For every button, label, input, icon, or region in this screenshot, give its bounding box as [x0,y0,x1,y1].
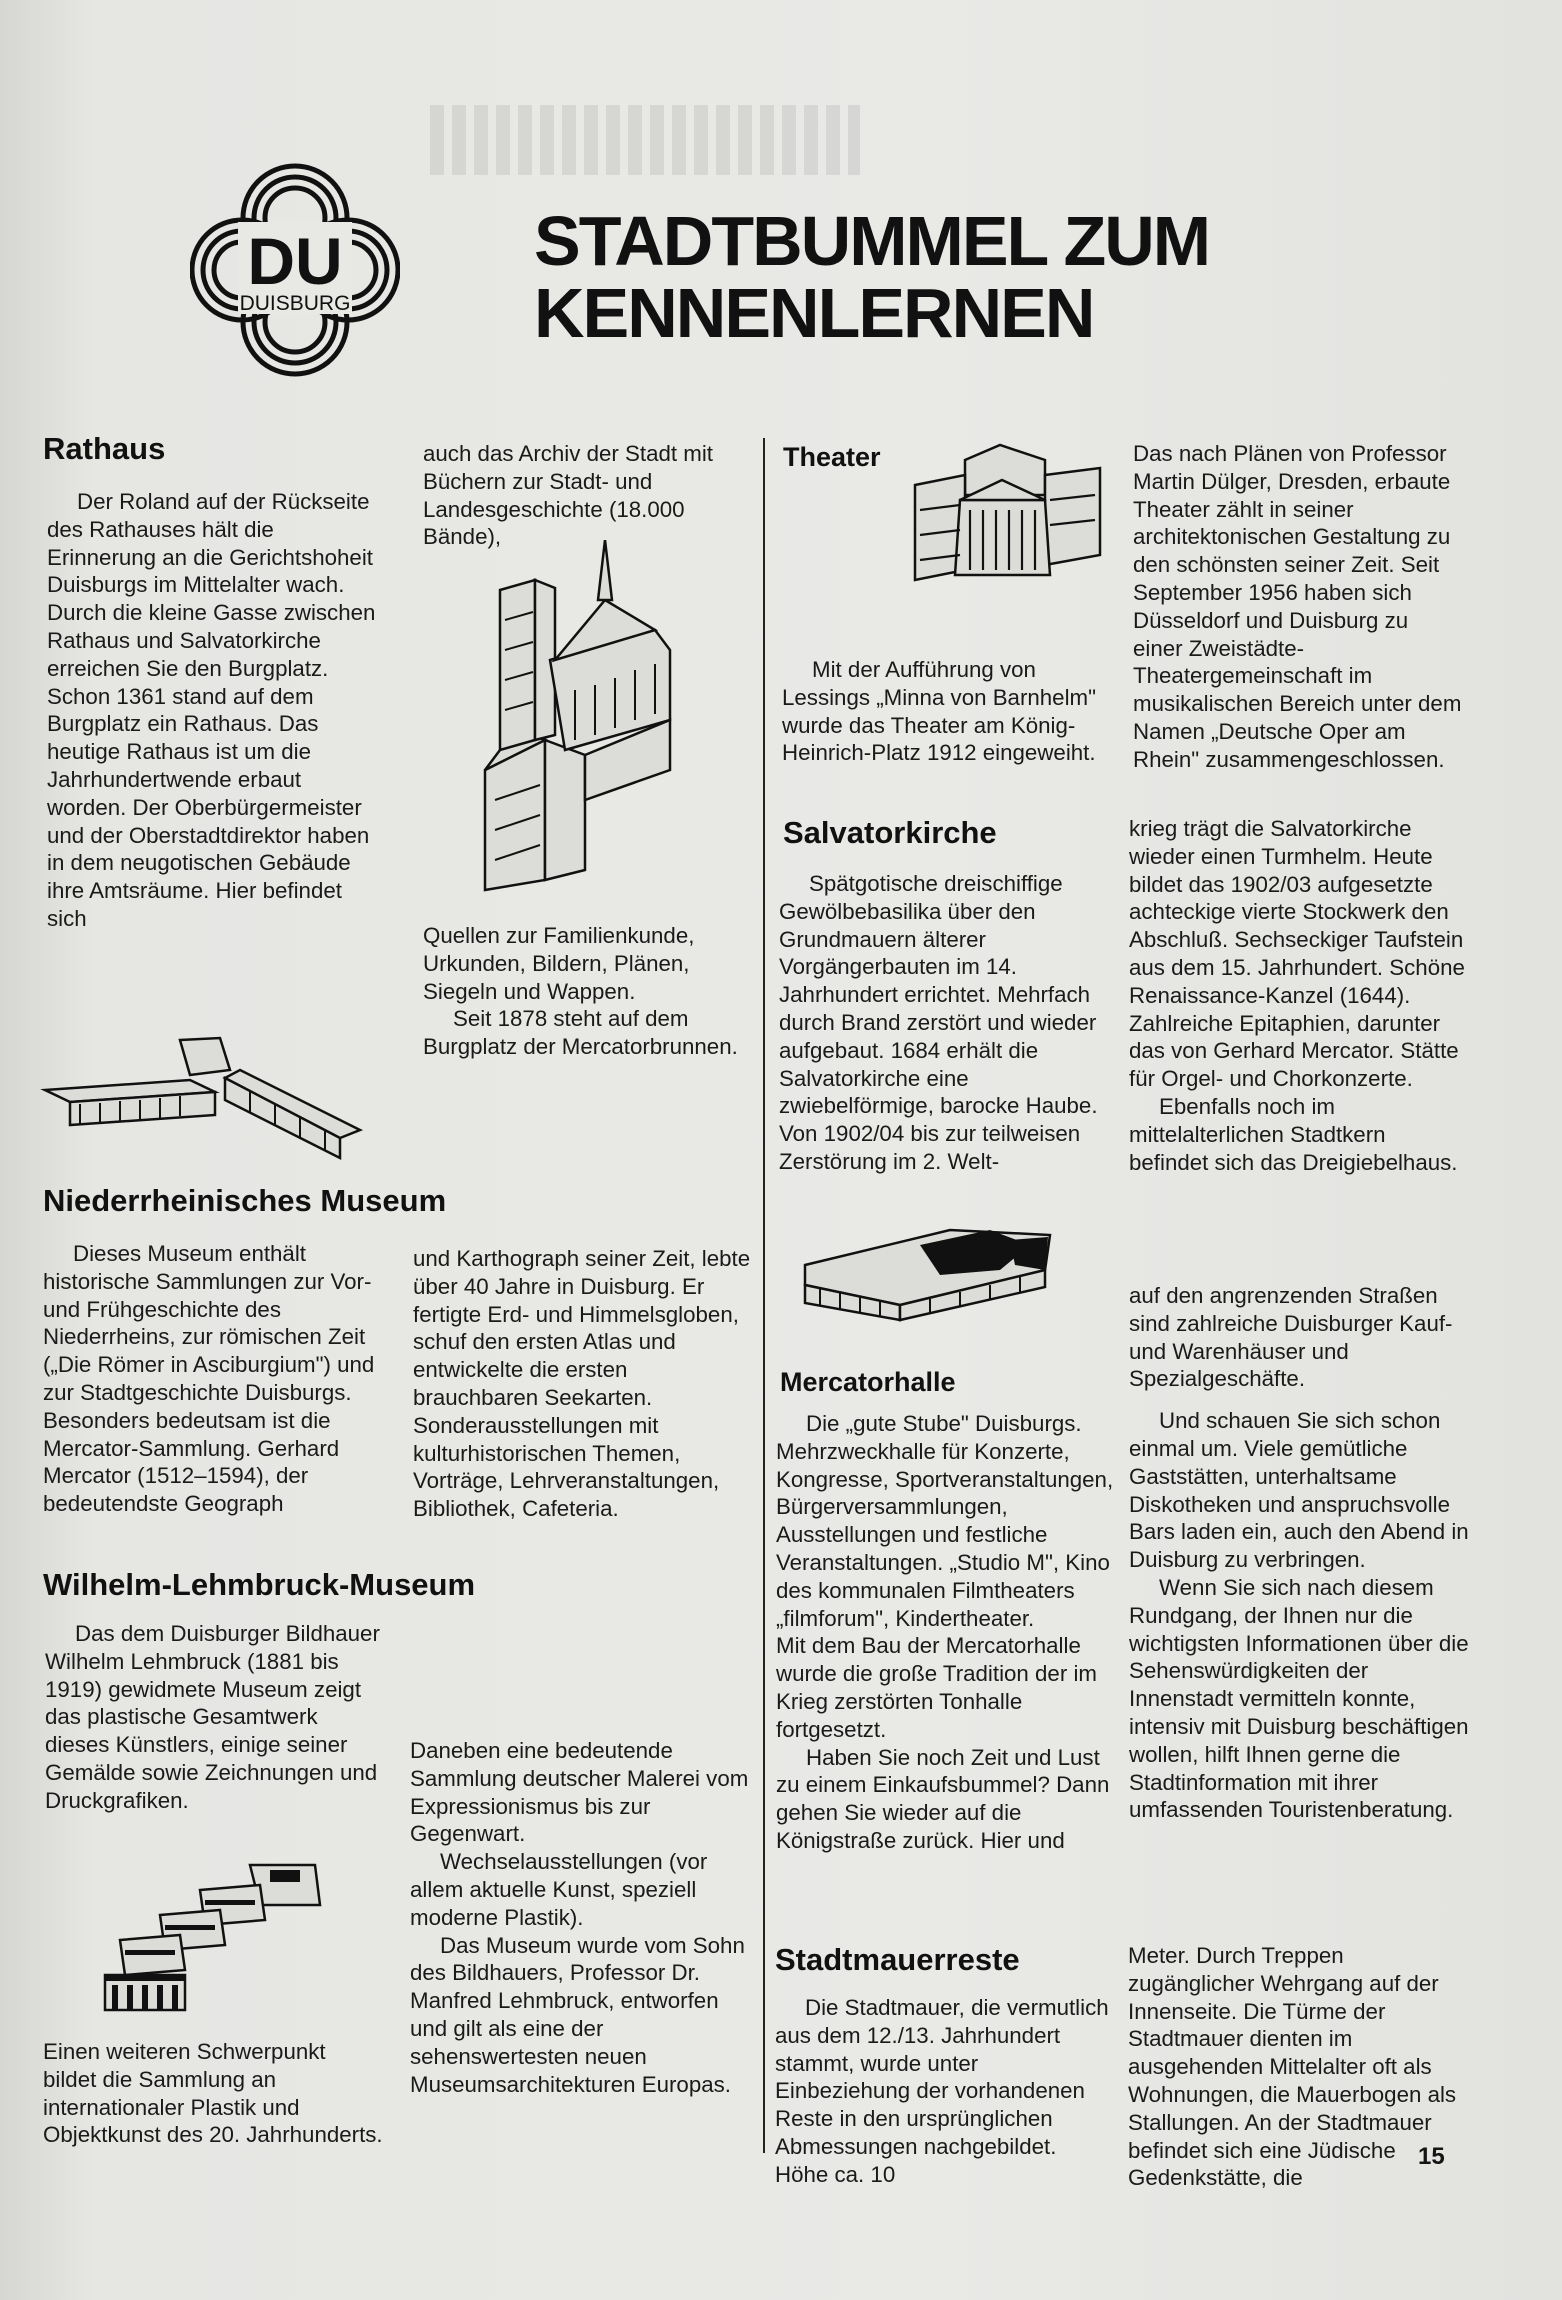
mercatorhalle-paragraph-6: Wenn Sie sich nach diesem Rundgang, der Ihnen nur die wichtigsten Informationen über die Sehenswürdigkeiten der Innenstadt vermitteln konnte, intensiv mit Duisburg beschäftigen wollen, hilft Ihnen gerne die Stadtinformation mit ihrer umfassenden Touristenberatung. [1129,1574,1469,1823]
rathaus-text-col2a [423,440,753,551]
rathaus-text-col1 [47,488,382,933]
rathaus-paragraph-2: auch das Archiv der Stadt mit Büchern zur Stadt- und Landesgeschichte (18.000 Bände), [423,441,714,550]
salvator-text-col2 [1129,815,1469,1176]
theater-paragraph-2: Das nach Plänen von Professor Martin Dülger, Dresden, erbaute Theater zählt in seiner architektonischen Gestaltung zu den schönsten seiner Zeit. Seit September 1956 haben sich Düsseldorf und Duisburg zu einer Zweistädte-Theatergemeinschaft im musikalischen Bereich unter dem Namen „Deutsche Oper am Rhein" zusammengeschlossen. [1133,441,1462,772]
rathaus-paragraph-4: Seit 1878 steht auf dem Burgplatz der Mercatorbrunnen. [423,1006,738,1060]
title-line-1: STADTBUMMEL ZUM [534,202,1210,280]
rathaus-paragraph-3: Quellen zur Familienkunde, Urkunden, Bildern, Plänen, Siegeln und Wappen. [423,923,695,1004]
bleed-through-text [430,105,860,175]
stadtmauer-paragraph-2: Meter. Durch Treppen zugänglicher Wehrgang auf der Innenseite. Die Türme der Stadtmauer dienten im ausgehenden Mittelalter oft als Wohnungen, die Mauerbogen als Stallungen. An der Stadtmauer befindet sich eine Jüdische Gedenkstätte, die [1128,1943,1457,2191]
duisburg-logo [190,160,400,380]
mercatorhalle-paragraph-2: Mit dem Bau der Mercatorhalle wurde die große Tradition der im Krieg zerstörten Tonhalle fortgesetzt. [776,1633,1097,1742]
museum-text-col2 [413,1245,758,1523]
stadtmauer-text-col1 [775,1994,1115,2189]
lehmbruck-paragraph-1: Das dem Duisburger Bildhauer Wilhelm Lehmbruck (1881 bis 1919) gewidmete Museum zeigt das plastische Gesamtwerk dieses Künstlers, einige seiner Gemälde sowie Zeichnungen und Druckgrafiken. [45,1621,380,1813]
lehmbruck-paragraph-4: Wechselausstellungen (vor allem aktuelle Kunst, speziell moderne Plastik). [410,1849,708,1930]
mercatorhalle-illustration [800,1215,1060,1325]
lehmbruck-text-col1b [43,2038,383,2149]
lehmbruck-paragraph-3: Daneben eine bedeutende Sammlung deutscher Malerei vom Expressionismus bis zur Gegenwart. [410,1738,749,1847]
heading-niederrheinisches-museum: Niederrheinisches Museum [43,1183,447,1218]
mercatorhalle-paragraph-5: Und schauen Sie sich schon einmal um. Viele gemütliche Gaststätten, unterhaltsame Diskotheken und anspruchsvolle Bars laden ein, auch den Abend in Duisburg zu verbringen. [1129,1408,1469,1573]
church-illustration [455,540,705,900]
rathaus-paragraph-1: Der Roland auf der Rückseite des Rathauses hält die Erinnerung an die Gerichtshoheit Duisburgs im Mittelalter wach. Durch die kleine Gasse zwischen Rathaus und Salvatorkirche erreichen Sie den Burgplatz. Schon 1361 stand auf dem Burgplatz ein Rathaus. Das heutige Rathaus ist um die Jahrhundertwende erbaut worden. Der Oberbürgermeister und der Oberstadtdirektor haben in dem neugotischen Gebäude ihre Amtsräume. Hier befindet sich [47,489,376,931]
page-number: 15 [1418,2143,1445,2170]
heading-salvatorkirche: Salvatorkirche [783,815,997,850]
page-title [534,202,1210,352]
lehmbruck-museum-illustration [100,1860,330,2020]
salvator-paragraph-3: Ebenfalls noch im mittelalterlichen Stadtkern befindet sich das Dreigiebelhaus. [1129,1093,1458,1175]
stadtmauer-paragraph-1: Die Stadtmauer, die vermutlich aus dem 12./13. Jahrhundert stammt, wurde unter Einbeziehung der vorhandenen Reste in den ursprünglichen Abmessungen nachgebildet. Höhe ca. 10 [775,1995,1109,2187]
stadtmauer-text-col2 [1128,1942,1468,2192]
museum-text-col1 [43,1240,383,1518]
museum-paragraph-1: Dieses Museum enthält historische Sammlungen zur Vor- und Frühgeschichte des Niederrheins, zur römischen Zeit („Die Römer in Asciburgium") und zur Stadtgeschichte Duisburgs. Besonders bedeutsam ist die Mercator-Sammlung. Gerhard Mercator (1512–1594), der bedeutendste Geograph [43,1241,375,1517]
mercatorhalle-paragraph-4: auf den angrenzenden Straßen sind zahlreiche Duisburger Kauf- und Warenhäuser und Spezialgeschäfte. [1129,1283,1453,1392]
salvator-text-col1 [779,870,1114,1176]
logo-letters: DU [247,224,343,298]
heading-stadtmauerreste: Stadtmauerreste [775,1942,1020,1977]
theater-text-col2 [1133,440,1463,774]
salvator-paragraph-1: Spätgotische dreischiffige Gewölbebasilika über den Grundmauern älterer Vorgängerbauten im 14. Jahrhundert errichtet. Mehrfach durch Brand zerstört und wieder aufgebaut. 1684 erhält die Salvatorkirche eine zwiebelförmige, barocke Haube. Von 1902/04 bis zur teilweisen Zerstörung im 2. Welt- [779,871,1098,1174]
theater-paragraph-1: Mit der Aufführung von Lessings „Minna von Barnhelm" wurde das Theater am König-Heinrich-Platz 1912 eingeweiht. [782,657,1097,766]
heading-theater: Theater [783,442,881,472]
title-line-2: KENNENLERNEN [534,274,1094,352]
logo-word: DUISBURG [239,292,351,315]
column-divider [763,438,765,2153]
heading-mercatorhalle: Mercatorhalle [780,1367,956,1397]
theater-text-col1 [782,656,1117,767]
mercatorhalle-paragraph-3: Haben Sie noch Zeit und Lust zu einem Einkaufsbummel? Dann gehen Sie wieder auf die Königstraße zurück. Hier und [776,1744,1110,1853]
mercatorhalle-text-col1 [776,1410,1121,1855]
lehmbruck-text-col1a [45,1620,385,1815]
rathaus-text-col2b [423,922,753,1061]
theater-illustration [905,440,1110,585]
lehmbruck-text-col2 [410,1737,755,2098]
museum-building-illustration [40,1030,370,1165]
mercatorhalle-text-col2 [1129,1282,1469,1824]
mercatorhalle-paragraph-1: Die „gute Stube" Duisburgs. Mehrzweckhalle für Konzerte, Kongresse, Sportveranstaltungen, Bürgerversammlungen, Ausstellungen und festliche Veranstaltungen. „Studio M", Kino des kommunalen Filmtheaters „filmforum", Kindertheater. [776,1411,1114,1631]
salvator-paragraph-2: krieg trägt die Salvatorkirche wieder einen Turmhelm. Heute bildet das 1902/03 aufgesetzte achteckige vierte Stockwerk den Abschluß. Sechseckiger Taufstein aus dem 15. Jahrhundert. Schöne Renaissance-Kanzel (1644). Zahlreiche Epitaphien, darunter das von Gerhard Mercator. Stätte für Orgel- und Chorkonzerte. [1129,816,1465,1092]
lehmbruck-paragraph-2: Einen weiteren Schwerpunkt bildet die Sammlung an internationaler Plastik und Objektkunst des 20. Jahrhunderts. [43,2039,383,2148]
heading-lehmbruck-museum: Wilhelm-Lehmbruck-Museum [43,1567,476,1602]
lehmbruck-paragraph-5: Das Museum wurde vom Sohn des Bildhauers, Professor Dr. Manfred Lehmbruck, entworfen und gilt als eine der sehenswertesten neuen Museumsarchitekturen Europas. [410,1932,745,2097]
heading-rathaus: Rathaus [43,431,166,466]
museum-paragraph-2: und Karthograph seiner Zeit, lebte über 40 Jahre in Duisburg. Er fertigte Erd- und Himmelsgloben, schuf den ersten Atlas und entwickelte die ersten brauchbaren Seekarten. Sonderausstellungen mit kulturhistorischen Themen, Vorträge, Lehrveranstaltungen, Bibliothek, Cafeteria. [413,1246,751,1522]
